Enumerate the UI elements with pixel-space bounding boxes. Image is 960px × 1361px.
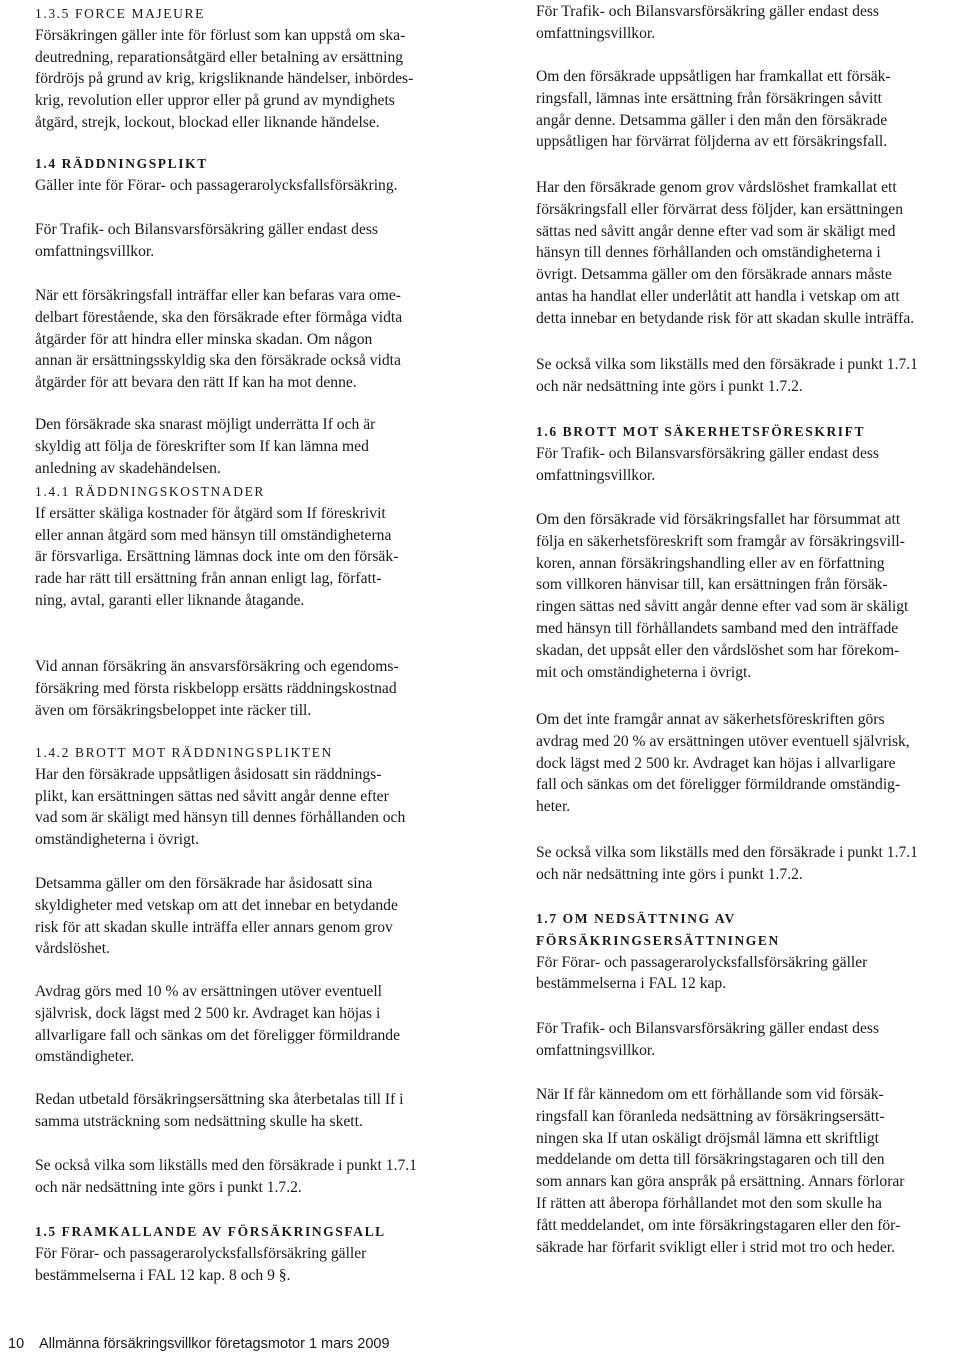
- paragraph: [536, 1018, 958, 1062]
- heading-brott-mot-sakerhetsforeskrift: 1.6 BROTT MOT SÄKERHETSFÖRESKRIFT: [536, 424, 866, 439]
- paragraph: [35, 656, 457, 721]
- text-line: fall och sänkas om det föreligger förmildrande omständig-: [536, 776, 901, 794]
- text-line: omfattningsvillkor.: [35, 242, 155, 260]
- paragraph-lines: [536, 709, 958, 818]
- paragraph-lines: [536, 1018, 958, 1062]
- text-line: skyldig att följa de föreskrifter som If kan lämna med: [35, 437, 369, 455]
- text-line: Försäkringen gäller inte för förlust som kan uppstå om ska-: [35, 26, 406, 44]
- paragraph: [536, 1, 958, 45]
- text-line: eller annan åtgärd som med hänsyn till omständigheterna: [35, 526, 392, 544]
- text-line: Om den försäkrade vid försäkringsfallet har försummat att: [536, 511, 901, 528]
- text-line: omfattningsvillkor.: [536, 466, 656, 484]
- text-line: delbart förestående, ska den försäkrade efter förmåga vidta: [35, 308, 403, 326]
- paragraph: [35, 1243, 457, 1287]
- text-line: detta innebar en betydande risk för att skadan skulle inträffa.: [536, 309, 915, 327]
- text-line: Se också vilka som likställs med den försäkrade i punkt 1.7.1: [536, 844, 918, 861]
- text-line: risk för att skadan skulle inträffa eller annars genom grov: [35, 918, 393, 936]
- heading-om-nedsattning-line2: FÖRSÄKRINGSERSÄTTNINGEN: [536, 932, 780, 948]
- text-line: Redan utbetald försäkringsersättning ska återbetalas till If i: [35, 1091, 404, 1108]
- paragraph-lines: [35, 1089, 457, 1133]
- text-line: avdrag med 20 % av ersättningen utöver eventuell självrisk,: [536, 732, 910, 750]
- section-1-7: [536, 908, 958, 995]
- text-line: försäkring med första riskbelopp ersätts räddningskostnad: [35, 679, 397, 697]
- section-1-4-1: [35, 481, 457, 612]
- text-line: Se också vilka som likställs med den försäkrade i punkt 1.7.1: [536, 356, 918, 373]
- paragraph: [35, 503, 457, 612]
- text-line: plikt, kan ersättningen sättas ned såvitt angår denne efter: [35, 787, 389, 805]
- text-line: Om den försäkrade uppsåtligen har framkallat ett försäk-: [536, 68, 891, 85]
- section-1-6: [536, 421, 958, 486]
- text-line: mit och omständigheterna i övrigt.: [536, 663, 752, 681]
- paragraph: [536, 354, 958, 398]
- heading-framkallande-av-forsakringsfall: 1.5 FRAMKALLANDE AV FÖRSÄKRINGSFALL: [35, 1224, 386, 1239]
- text-line: För Trafik- och Bilansvarsförsäkring gäller endast dess: [536, 444, 880, 462]
- paragraph: [536, 509, 958, 683]
- text-line: som annars kan göra anspråk på ersättning. Annars förlorar: [536, 1173, 905, 1191]
- paragraph: [35, 175, 457, 197]
- text-line: meddelande om detta till försäkringstagaren och till den: [536, 1151, 885, 1169]
- text-line: Den försäkrade ska snarast möjligt underrätta If och är: [35, 416, 376, 433]
- paragraph-lines: [35, 656, 457, 721]
- text-line: If ersätter skäliga kostnader för åtgärd som If föreskrivit: [35, 504, 386, 522]
- text-line: För Trafik- och Bilansvarsförsäkring gäller endast dess: [536, 3, 880, 20]
- heading-om-nedsattning-line1: 1.7 OM NEDSÄTTNING AV: [536, 911, 736, 926]
- text-line: Har den försäkrade genom grov vårdslöshet framkallat ett: [536, 179, 897, 196]
- paragraph-lines: [35, 285, 457, 394]
- paragraph-lines: [35, 1155, 457, 1199]
- text-line: åtgärder för att hindra eller minska skadan. Om någon: [35, 330, 373, 348]
- paragraph: [35, 414, 457, 479]
- text-line: även om försäkringsbeloppet inte räcker till.: [35, 701, 312, 719]
- text-line: Om det inte framgår annat av säkerhetsföreskriften görs: [536, 711, 885, 728]
- text-line: fördröjs på grund av krig, krigsliknande händelser, inbördes-: [35, 70, 414, 88]
- paragraph: [536, 952, 958, 996]
- paragraph-lines: [35, 873, 457, 960]
- text-line: krig, revolution eller uppror eller på grund av myndighets: [35, 92, 395, 110]
- paragraph: [536, 177, 958, 330]
- text-line: Se också vilka som likställs med den försäkrade i punkt 1.7.1: [35, 1157, 417, 1174]
- section-1-3-5: [35, 3, 457, 134]
- heading-brott-mot-raddningsplikten: 1.4.2 BROTT MOT RÄDDNINGSPLIKTEN: [35, 745, 333, 760]
- paragraph: [536, 1084, 958, 1258]
- text-line: annan är ersättningsskyldig ska den försäkrade också vidta: [35, 352, 401, 370]
- page-number: 10: [8, 1336, 25, 1352]
- text-line: försäkringsfall eller förvärrat dess följder, kan ersättningen: [536, 200, 903, 218]
- text-line: anledning av skadehändelsen.: [35, 459, 221, 477]
- text-line: omständigheter.: [35, 1048, 135, 1066]
- text-line: If rätten att åberopa förhållandet mot den som skulle ha: [536, 1194, 882, 1212]
- text-line: omfattningsvillkor.: [536, 24, 656, 42]
- text-line: skyldigheter med vetskap om att det innebar en betydande: [35, 896, 398, 914]
- text-line: är försvarliga. Ersättning lämnas dock inte om den försäk-: [35, 548, 399, 566]
- text-line: skadan, det uppsåt eller den vårdslöshet som har förekom-: [536, 641, 900, 659]
- text-line: När If får kännedom om ett förhållande som vid försäk-: [536, 1086, 884, 1103]
- text-line: ringen sättas ned såvitt angår denne efter vad som är skäligt: [536, 598, 909, 616]
- text-line: För Trafik- och Bilansvarsförsäkring gäller endast dess: [35, 221, 379, 238]
- paragraph-lines: [536, 354, 958, 398]
- paragraph-lines: [536, 1, 958, 45]
- heading-raddningsplikt: 1.4 RÄDDNINGSPLIKT: [35, 156, 208, 171]
- text-line: dock lägst med 2 500 kr. Avdraget kan höjas i allvarligare: [536, 754, 896, 772]
- paragraph-lines: [536, 842, 958, 886]
- paragraph: [35, 285, 457, 394]
- text-line: deutredning, reparationsåtgärd eller betalning av ersättning: [35, 48, 404, 66]
- text-line: antas ha handlat eller underlåtit att handla i vetskap om att: [536, 287, 900, 305]
- heading-force-majeure: 1.3.5 FORCE MAJEURE: [35, 6, 205, 21]
- heading-raddningskostnader: 1.4.1 RÄDDNINGSKOSTNADER: [35, 484, 266, 499]
- paragraph: [35, 1089, 457, 1133]
- paragraph: [536, 443, 958, 487]
- paragraph: [536, 709, 958, 818]
- text-line: heter.: [536, 798, 571, 816]
- paragraph: [35, 873, 457, 960]
- text-line: sättas ned såvitt angår denne efter vad som är skäligt med: [536, 222, 896, 240]
- text-line: Detsamma gäller om den försäkrade har åsidosatt sina: [35, 875, 373, 892]
- text-line: bestämmelserna i FAL 12 kap.: [536, 975, 727, 993]
- text-line: omständigheterna i övrigt.: [35, 831, 200, 849]
- paragraph-lines: [536, 177, 958, 330]
- text-line: fått meddelandet, om inte försäkringstagaren eller den för-: [536, 1216, 901, 1234]
- text-line: hänsyn till dennes förhållanden och omständigheterna i: [536, 244, 881, 262]
- section-1-4: [35, 153, 457, 197]
- text-line: vårdslöshet.: [35, 940, 110, 958]
- text-line: ringsfall, lämnas inte ersättning från försäkringen såvitt: [536, 89, 882, 107]
- text-line: För Förar- och passagerarolycksfallsförsäkring gäller: [35, 1244, 367, 1262]
- text-line: ning, avtal, garanti eller liknande åtagande.: [35, 591, 305, 609]
- paragraph: [35, 219, 457, 263]
- paragraph-lines: [35, 981, 457, 1068]
- text-line: angår denne. Detsamma gäller i den mån den försäkrade: [536, 111, 888, 129]
- text-line: självrisk, dock lägst med 2 500 kr. Avdraget kan höjas i: [35, 1004, 381, 1022]
- paragraph-lines: [35, 219, 457, 263]
- text-line: samma utsträckning som nedsättning skulle ha skett.: [35, 1112, 363, 1130]
- paragraph-lines: [536, 1084, 958, 1258]
- paragraph: [536, 842, 958, 886]
- text-line: övrigt. Detsamma gäller om den försäkrade annars måste: [536, 266, 892, 284]
- text-line: Gäller inte för Förar- och passagerarolycksfallsförsäkring.: [35, 176, 398, 194]
- text-line: följa en säkerhetsföreskrift som framgår av försäkringsvill-: [536, 532, 905, 550]
- text-line: och när nedsättning inte görs i punkt 1.7.2.: [35, 1178, 302, 1196]
- text-line: säkrade har förfarit svikligt eller i strid mot tro och heder.: [536, 1238, 895, 1256]
- text-line: uppsåtligen har förvärrat följderna av ett försäkringsfall.: [536, 133, 888, 151]
- text-line: och när nedsättning inte görs i punkt 1.7.2.: [536, 865, 803, 883]
- text-line: För Förar- och passagerarolycksfallsförsäkring gäller: [536, 953, 868, 971]
- text-line: Vid annan försäkring än ansvarsförsäkring och egendoms-: [35, 658, 399, 675]
- text-line: koren, annan försäkringshandling eller av en författning: [536, 554, 885, 572]
- paragraph: [35, 25, 457, 134]
- paragraph-lines: [35, 414, 457, 479]
- text-line: som villkoren hänvisar till, kan ersättningen från försäk-: [536, 576, 888, 594]
- text-line: och när nedsättning inte görs i punkt 1.7.2.: [536, 377, 803, 395]
- text-line: Avdrag görs med 10 % av ersättningen utöver eventuell: [35, 983, 382, 1000]
- text-line: rade har rätt till ersättning från annan enligt lag, författ-: [35, 570, 382, 588]
- paragraph: [35, 981, 457, 1068]
- text-line: ringsfall kan föranleda nedsättning av försäkringsersätt-: [536, 1107, 885, 1125]
- text-line: med hänsyn till förhållandets samband med den inträffade: [536, 619, 899, 637]
- paragraph-lines: [536, 66, 958, 153]
- text-line: För Trafik- och Bilansvarsförsäkring gäller endast dess: [536, 1020, 880, 1037]
- paragraph: [536, 66, 958, 153]
- text-line: åtgärd, strejk, lockout, blockad eller liknande händelse.: [35, 113, 380, 131]
- text-line: bestämmelserna i FAL 12 kap. 8 och 9 §.: [35, 1266, 291, 1284]
- text-line: ningen ska If utan oskäligt dröjsmål lämna ett skriftligt: [536, 1129, 879, 1147]
- text-line: allvarligare fall och sänkas om det föreligger förmildrande: [35, 1026, 401, 1044]
- paragraph-lines: [536, 509, 958, 683]
- section-1-4-2: [35, 742, 457, 851]
- text-line: Har den försäkrade uppsåtligen åsidosatt sin räddnings-: [35, 765, 382, 783]
- paragraph: [35, 1155, 457, 1199]
- text-line: vad som är skäligt med hänsyn till dennes förhållanden och: [35, 809, 406, 827]
- text-line: När ett försäkringsfall inträffar eller kan befaras vara ome-: [35, 287, 401, 304]
- text-line: omfattningsvillkor.: [536, 1041, 656, 1059]
- page-footer: [0, 1334, 460, 1361]
- footer-title: Allmänna försäkringsvillkor företagsmotor 1 mars 2009: [39, 1336, 390, 1352]
- paragraph: [35, 764, 457, 851]
- text-line: åtgärder för att bevara den rätt If kan ha mot denne.: [35, 374, 357, 392]
- section-1-5: [35, 1221, 457, 1286]
